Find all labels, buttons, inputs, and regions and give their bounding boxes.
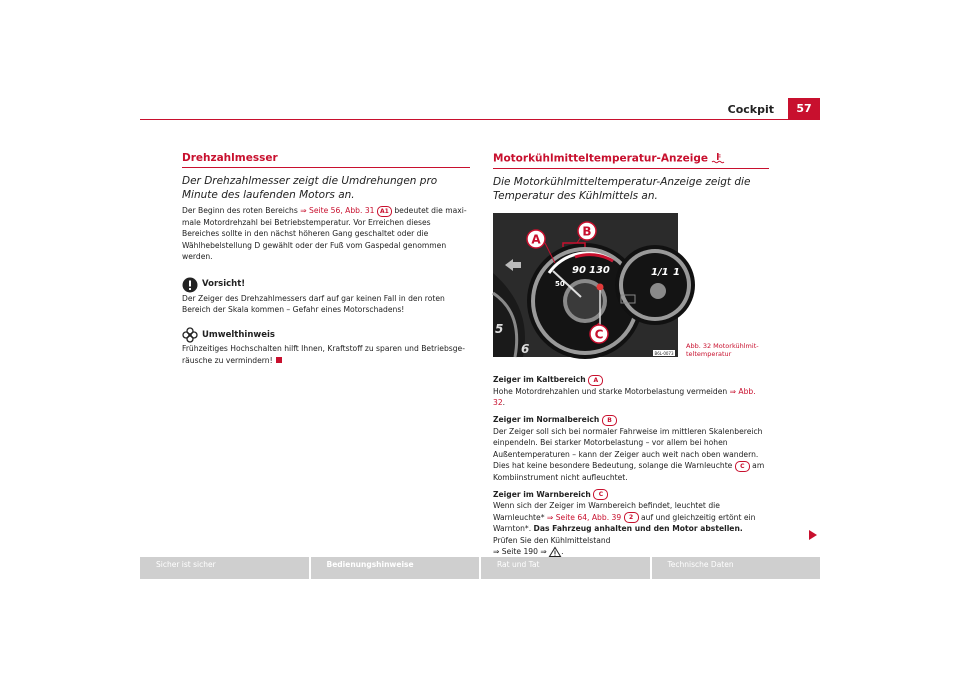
text: Der Zeiger soll sich bei normaler Fahrweise im mittleren Skalenbereich einpendeln. Bei starker Motorbelastung – vor allem bei hohen Außentemperaturen – kann der Zeiger auch weit nach oben wandern. Dies hat keine besondere Bedeutung, solange die Warnleuchte xyxy=(493,426,763,471)
paragraph xyxy=(493,500,769,557)
right-column-body xyxy=(493,374,769,564)
callout-badge: C xyxy=(735,461,750,472)
end-marker-icon xyxy=(276,357,282,363)
callout-badge: A1 xyxy=(377,206,392,217)
scale-50: 50 xyxy=(555,280,565,288)
section-title-kuehlmittel xyxy=(493,153,769,169)
environment-heading xyxy=(182,327,470,343)
header-divider xyxy=(140,119,820,120)
section-intro: Die Motorkühlmitteltemperatur-Anzeige zeigt die Temperatur des Kühlmittels an. xyxy=(493,175,751,202)
warning-triangle-icon xyxy=(549,547,564,557)
page-link[interactable]: ⇒ Seite 56, Abb. 31 xyxy=(300,206,375,216)
subheading-warnbereich xyxy=(493,489,769,501)
footer-nav xyxy=(140,557,820,579)
callout-b: B xyxy=(582,224,592,239)
environment-title: Umwelthinweis xyxy=(202,329,275,340)
caution-text: Der Zeiger des Drehzahlmessers darf auf gar keinen Fall in den roten Bereich der Skala kommen – Gefahr eines Motorschadens! xyxy=(182,293,445,314)
text: Wenn sich der Zeiger im Warnbereich befindet, leuchtet die Warnleuchte* xyxy=(493,501,720,522)
text: Zeiger im Normalbereich xyxy=(493,415,600,425)
left-column xyxy=(182,153,470,372)
footer-tab-rat-und-tat[interactable]: Rat und Tat xyxy=(481,557,650,579)
callout-badge: B xyxy=(602,415,617,426)
caution-heading xyxy=(182,277,470,293)
text: . xyxy=(561,547,564,557)
caution-title: Vorsicht! xyxy=(202,278,246,289)
text: am Kombiinstrument nicht aufleuchtet. xyxy=(493,461,765,482)
text: auf und gleichzeitig ertönt ein Warnton*. xyxy=(493,512,756,534)
subheading-kaltbereich xyxy=(493,374,769,386)
coolant-gauge-figure xyxy=(493,213,678,357)
text: Prüfen Sie den Kühlmittelstand xyxy=(493,535,611,545)
tach-scale-6: 6 xyxy=(521,342,530,356)
environment-text xyxy=(182,343,470,366)
scale-130: 130 xyxy=(589,265,610,276)
scale-90: 90 xyxy=(572,265,586,276)
callout-badge: A xyxy=(588,375,603,386)
page-link[interactable]: ⇒ Seite 64, Abb. 39 xyxy=(546,512,622,522)
footer-tab-bedienungshinweise[interactable]: Bedienungshinweise xyxy=(311,557,480,579)
callout-badge: 2 xyxy=(624,512,639,523)
text: . xyxy=(502,397,506,407)
callout-a: A xyxy=(531,232,541,247)
tach-scale-5: 5 xyxy=(495,322,504,336)
fuel-scale-full: 1/1 xyxy=(651,267,669,278)
callout-c: C xyxy=(594,327,604,342)
page-header-title: Cockpit xyxy=(727,103,774,116)
fuel-scale-one: 1 xyxy=(673,267,680,278)
figure-code: B6L-0073 xyxy=(654,350,674,356)
callout-badge: C xyxy=(593,489,608,500)
paragraph xyxy=(493,426,769,483)
gauge-illustration xyxy=(493,213,678,357)
warning-icon xyxy=(182,277,198,293)
footer-tab-sicher[interactable]: Sicher ist sicher xyxy=(140,557,309,579)
title-text: Motorkühlmitteltemperatur-Anzeige xyxy=(493,152,708,165)
text: Hohe Motordrehzahlen und starke Motorbelastung vermeiden xyxy=(493,386,730,396)
paragraph xyxy=(493,386,769,409)
text: ⇒ Seite 190 ⇒ xyxy=(493,547,550,557)
thermometer-icon xyxy=(712,153,724,164)
figure-link[interactable]: ⇒ Abb. 32 xyxy=(493,386,756,407)
footer-tab-technische-daten[interactable]: Technische Daten xyxy=(652,557,821,579)
right-column-head xyxy=(493,153,769,206)
section-intro: Der Drehzahlmesser zeigt die Umdrehungen pro Minute des laufenden Motors an. xyxy=(182,175,438,202)
text: Der Beginn des roten Bereichs xyxy=(182,206,301,216)
text: Zeiger im Kaltbereich xyxy=(493,375,586,384)
section-title-drehzahlmesser: Drehzahlmesser xyxy=(182,153,470,168)
paragraph xyxy=(182,205,470,262)
flower-icon xyxy=(182,327,198,343)
text: Zeiger im Warnbereich xyxy=(493,489,591,499)
bold-text: Das Fahrzeug anhalten und den Motor abstellen. xyxy=(533,524,743,534)
text: Frühzeitiges Hochschalten hilft Ihnen, Kraftstoff zu sparen und Betriebsgeräusche zu vermindern! xyxy=(182,344,465,365)
page-number: 57 xyxy=(788,98,820,119)
next-page-arrow-icon[interactable] xyxy=(809,530,817,540)
figure-caption: Abb. 32 Motorkühlmitteltemperatur xyxy=(686,342,759,358)
subheading-normalbereich xyxy=(493,414,769,426)
text: bedeutet die maximale Motordrehzahl bei Betriebstemperatur. Vor Erreichen dieses Bereiches sollte in den nächst höheren Gang geschaltet oder die Wählhebelstellung D gewählt oder der Fuß vom Gaspedal genommen werden. xyxy=(182,206,467,262)
